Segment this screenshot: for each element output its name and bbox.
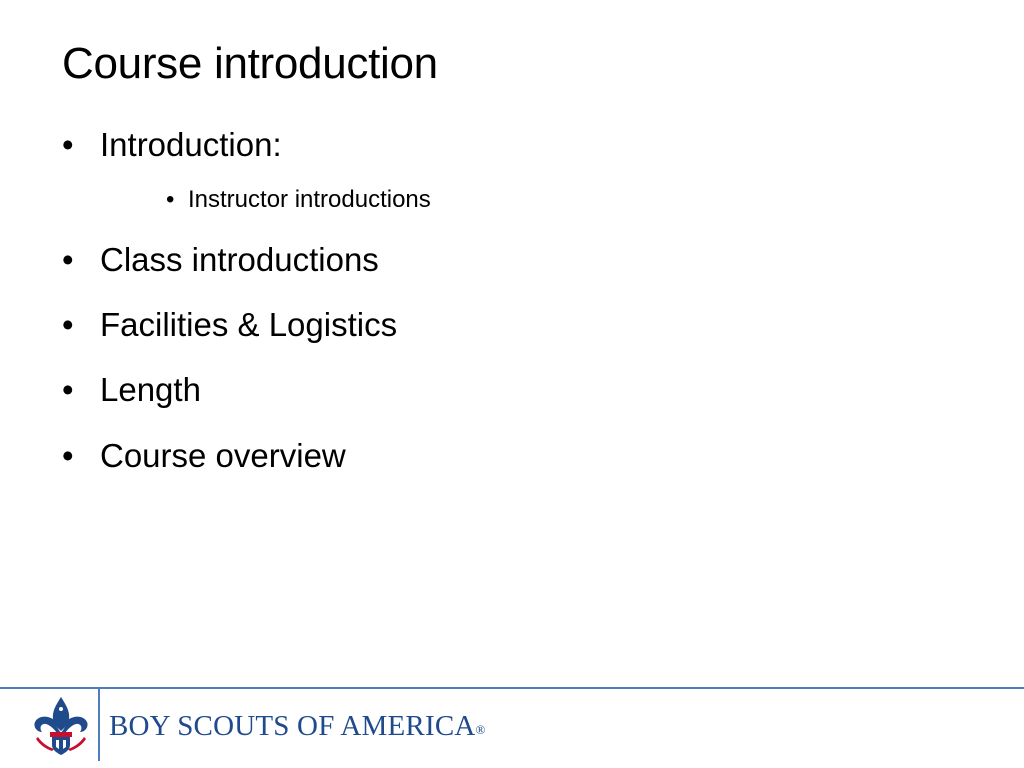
bullet-text: Length [100,371,201,408]
bullet-item [62,436,442,476]
bullet-item [62,240,482,280]
bullet-item [62,125,382,165]
brand-wordmark-text: BOY SCOUTS OF AMERICA [109,710,476,742]
footer-rule [0,687,1024,689]
bullet-text: Class introductions [100,241,379,278]
bullet-item [62,305,502,345]
fleur-de-lis-emblem-icon [30,693,92,759]
bullet-text: Introduction: [100,126,282,163]
bullet-dot: • [62,371,74,408]
bullet-text: Course overview [100,437,346,474]
brand-wordmark [109,708,486,744]
bullet-dot: • [62,241,74,278]
sub-bullet-dot: • [166,186,175,213]
registered-mark: ® [475,722,486,737]
bullet-item [62,370,302,410]
footer-divider [98,689,100,761]
bullet-dot: • [62,306,74,343]
sub-bullet-item [166,185,526,215]
bullet-dot: • [62,126,74,163]
bullet-dot: • [62,437,74,474]
slide-title: Course introduction [62,39,438,88]
sub-bullet-text: Instructor introductions [188,186,431,213]
bullet-text: Facilities & Logistics [100,306,398,343]
